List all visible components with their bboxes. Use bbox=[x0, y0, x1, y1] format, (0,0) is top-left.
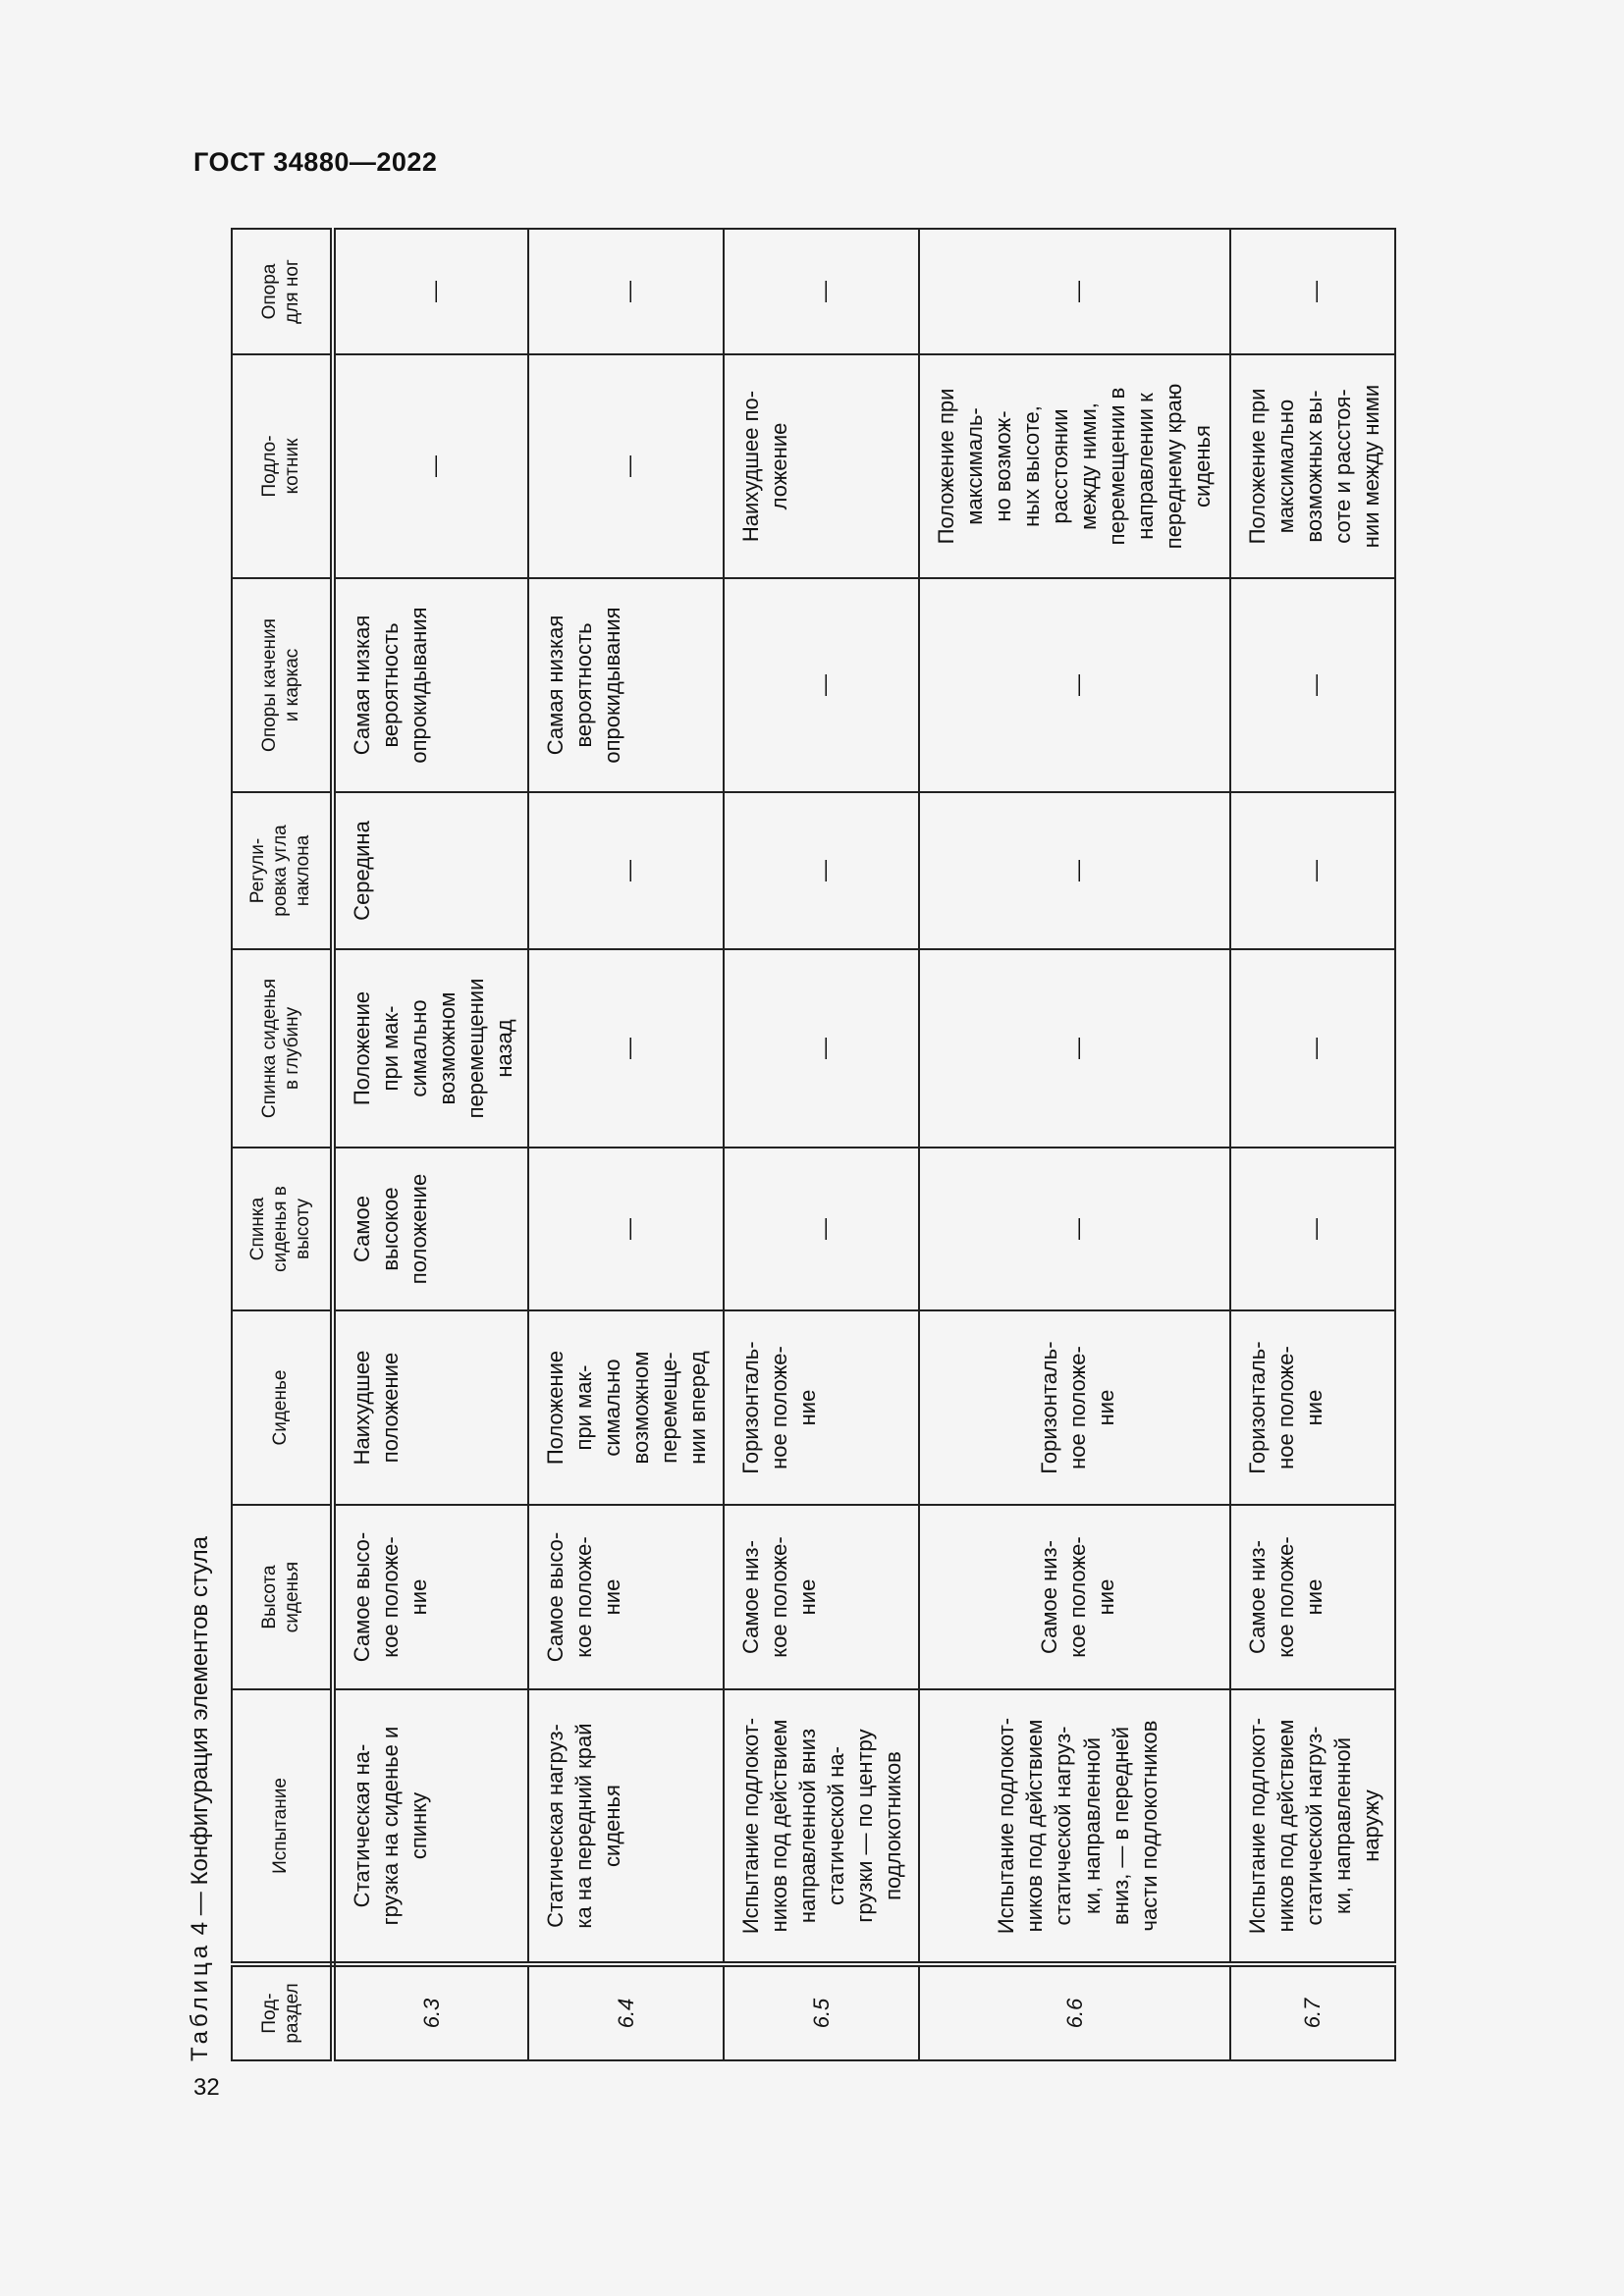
cell-rockers: — bbox=[919, 578, 1230, 792]
cell-test: Испытание подлокот- ников под действием направленной вниз статической на- грузки — по центру подлокотников bbox=[724, 1689, 919, 1964]
header-backrest-height: Спинка сиденья в высоту bbox=[232, 1148, 333, 1310]
cell-rockers: — bbox=[724, 578, 919, 792]
cell-footrest: — bbox=[528, 229, 724, 354]
cell-tilt: — bbox=[724, 792, 919, 949]
cell-seat: Горизонталь- ное положе- ние bbox=[1230, 1310, 1395, 1505]
cell-backrest-height: Самое высокое положение bbox=[333, 1148, 528, 1310]
header-test: Испытание bbox=[232, 1689, 333, 1964]
header-tilt: Регули- ровка угла наклона bbox=[232, 792, 333, 949]
table-row bbox=[333, 229, 528, 2060]
table-body bbox=[232, 229, 1395, 2060]
table-row bbox=[919, 229, 1230, 2060]
header-section: Под- раздел bbox=[232, 1964, 333, 2060]
cell-backrest-depth: Положение при мак- симально возможном перемещении назад bbox=[333, 949, 528, 1148]
cell-section: 6.4 bbox=[528, 1964, 724, 2060]
table-caption bbox=[187, 1536, 214, 2061]
cell-seat-height: Самое низ- кое положе- ние bbox=[724, 1505, 919, 1689]
cell-tilt: Середина bbox=[333, 792, 528, 949]
header-seat: Сиденье bbox=[232, 1310, 333, 1505]
rotated-table-block bbox=[187, 15, 1384, 2061]
configuration-table bbox=[231, 228, 1396, 2061]
cell-section: 6.6 bbox=[919, 1964, 1230, 2060]
table-caption-text: 4 — Конфигурация элементов стула bbox=[187, 1536, 213, 1942]
document-title: ГОСТ 34880—2022 bbox=[193, 147, 438, 177]
header-seat-height: Высота сиденья bbox=[232, 1505, 333, 1689]
table-caption-prefix: Таблица bbox=[187, 1941, 213, 2061]
header-backrest-depth: Спинка сиденья в глубину bbox=[232, 949, 333, 1148]
header-row bbox=[232, 229, 333, 2060]
cell-tilt: — bbox=[1230, 792, 1395, 949]
cell-section: 6.7 bbox=[1230, 1964, 1395, 2060]
cell-rockers: Самая низкая вероятность опрокидывания bbox=[528, 578, 724, 792]
cell-tilt: — bbox=[919, 792, 1230, 949]
cell-armrest: — bbox=[528, 354, 724, 578]
cell-seat: Горизонталь- ное положе- ние bbox=[724, 1310, 919, 1505]
header-armrest: Подло- котник bbox=[232, 354, 333, 578]
cell-test: Статическая нагруз- ка на передний край сиденья bbox=[528, 1689, 724, 1964]
cell-section: 6.5 bbox=[724, 1964, 919, 2060]
cell-armrest: — bbox=[333, 354, 528, 578]
cell-seat: Положение при мак- симально возможном перемеще- нии вперед bbox=[528, 1310, 724, 1505]
cell-seat: Горизонталь- ное положе- ние bbox=[919, 1310, 1230, 1505]
table-row bbox=[528, 229, 724, 2060]
cell-backrest-depth: — bbox=[528, 949, 724, 1148]
cell-footrest: — bbox=[919, 229, 1230, 354]
cell-armrest: Положение при максимально возможных вы- соте и расстоя- нии между ними bbox=[1230, 354, 1395, 578]
cell-rockers: — bbox=[1230, 578, 1395, 792]
cell-footrest: — bbox=[1230, 229, 1395, 354]
cell-test: Испытание подлокот- ников под действием статической нагруз- ки, направленной наружу bbox=[1230, 1689, 1395, 1964]
cell-footrest: — bbox=[333, 229, 528, 354]
cell-seat: Наихудшее положение bbox=[333, 1310, 528, 1505]
cell-test: Статическая на- грузка на сиденье и спинку bbox=[333, 1689, 528, 1964]
cell-tilt: — bbox=[528, 792, 724, 949]
cell-backrest-height: — bbox=[528, 1148, 724, 1310]
cell-backrest-height: — bbox=[1230, 1148, 1395, 1310]
cell-seat-height: Самое низ- кое положе- ние bbox=[1230, 1505, 1395, 1689]
cell-backrest-height: — bbox=[919, 1148, 1230, 1310]
cell-section: 6.3 bbox=[333, 1964, 528, 2060]
cell-seat-height: Самое высо- кое положе- ние bbox=[333, 1505, 528, 1689]
cell-backrest-depth: — bbox=[724, 949, 919, 1148]
table-row bbox=[1230, 229, 1395, 2060]
cell-seat-height: Самое низ- кое положе- ние bbox=[919, 1505, 1230, 1689]
cell-backrest-depth: — bbox=[919, 949, 1230, 1148]
header-rockers: Опоры качения и каркас bbox=[232, 578, 333, 792]
cell-armrest: Положение при максималь- но возмож- ных высоте, расстоянии между ними, перемещении в направлении к переднему краю сиденья bbox=[919, 354, 1230, 578]
cell-rockers: Самая низкая вероятность опрокидывания bbox=[333, 578, 528, 792]
cell-seat-height: Самое высо- кое положе- ние bbox=[528, 1505, 724, 1689]
cell-backrest-depth: — bbox=[1230, 949, 1395, 1148]
cell-backrest-height: — bbox=[724, 1148, 919, 1310]
table-row bbox=[724, 229, 919, 2060]
header-footrest: Опора для ног bbox=[232, 229, 333, 354]
cell-armrest: Наихудшее по- ложение bbox=[724, 354, 919, 578]
cell-footrest: — bbox=[724, 229, 919, 354]
cell-test: Испытание подлокот- ников под действием статической нагруз- ки, направленной вниз, — в передней части подлокотников bbox=[919, 1689, 1230, 1964]
page-number: 32 bbox=[193, 2074, 220, 2101]
